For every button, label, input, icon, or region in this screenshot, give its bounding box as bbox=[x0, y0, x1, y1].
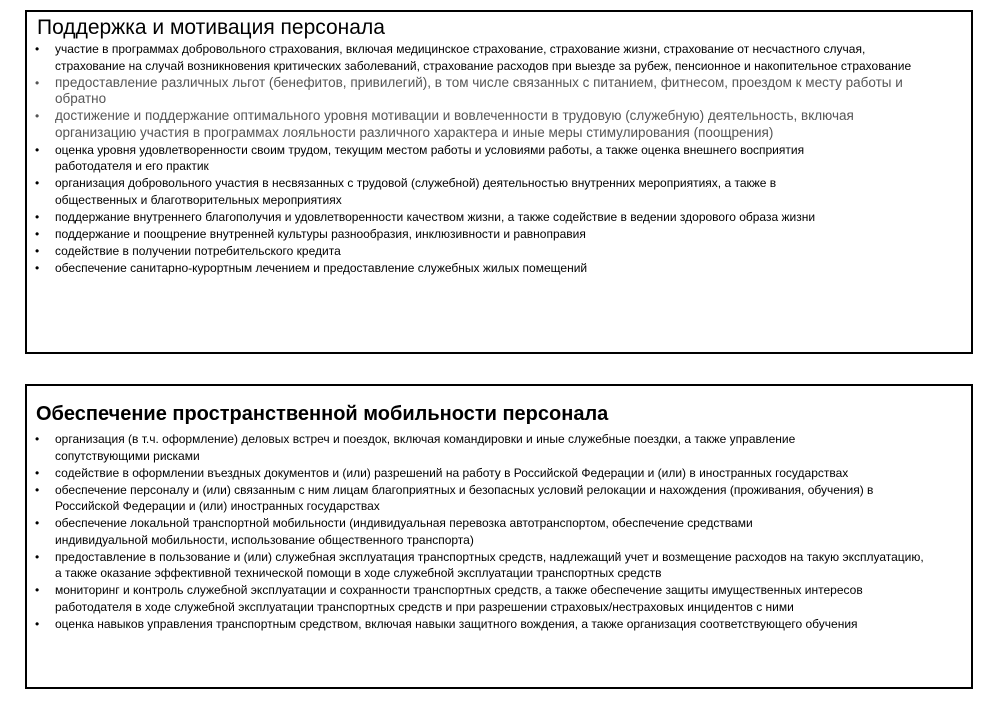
list-item bbox=[33, 75, 953, 108]
list-item bbox=[33, 243, 953, 260]
bullet-icon: • bbox=[35, 209, 40, 224]
bullet-icon: • bbox=[35, 260, 40, 275]
list-item-text: поддержание и поощрение внутренней культуры разнообразия, инклюзивности и равноправия bbox=[55, 226, 586, 241]
list-item bbox=[33, 108, 915, 141]
list-item bbox=[33, 582, 905, 615]
bullet-icon: • bbox=[35, 176, 40, 190]
list-item bbox=[33, 465, 953, 482]
section-title: Поддержка и мотивация персонала bbox=[37, 16, 385, 39]
list-item bbox=[33, 616, 885, 633]
list-item bbox=[33, 209, 953, 226]
bullet-icon: • bbox=[35, 109, 40, 123]
bullet-icon: • bbox=[35, 42, 40, 56]
list-item-text: достижение и поддержание оптимального уровня мотивации и вовлеченности в трудовую (служебную) деятельность, включая организацию участия в программах лояльности различного характера и иные меры стимулирования (поощрения) bbox=[55, 108, 854, 140]
list-item bbox=[33, 175, 855, 208]
list-item-text: организация добровольного участия в несвязанных с трудовой (служебной) деятельностью внутренних мероприятиях, а также в общественных и благотворительных мероприятиях bbox=[55, 176, 777, 207]
list-item bbox=[33, 142, 865, 175]
section-title: Обеспечение пространственной мобильности персонала bbox=[36, 403, 609, 425]
bullet-icon: • bbox=[35, 465, 40, 480]
list-item-text: оценка навыков управления транспортным средством, включая навыки защитного вождения, а также организация соответствующего обучения bbox=[55, 616, 858, 631]
list-item-text: обеспечение персоналу и (или) связанным с ним лицам благоприятных и безопасных условий релокации и нахождения (проживания, обучения) в Российской Федерации и (или) иностранных государствах bbox=[55, 482, 874, 513]
list-item-text: участие в программах добровольного страхования, включая медицинское страхование, страхование жизни, страхование от несчастного случая, страхование на случай возникновения критических заболеваний, страхование расходов при выезде за рубеж, пенсионное и накопительное страхование bbox=[55, 42, 912, 73]
section-personnel-mobility bbox=[25, 384, 973, 689]
list-item bbox=[33, 226, 953, 243]
list-item-text: организация (в т.ч. оформление) деловых встреч и поездок, включая командировки и иные служебные поездки, а также управление сопутствующими рисками bbox=[55, 432, 796, 463]
list-item bbox=[33, 482, 895, 515]
bullet-icon: • bbox=[35, 432, 40, 446]
list-item-text: предоставление в пользование и (или) служебная эксплуатация транспортных средств, надлежащий учет и возмещение расходов на такую эксплуатацию, а также оказание эффективной технической помощи в ходе служебной эксплуатации транспортных средств bbox=[55, 549, 924, 580]
list-item bbox=[33, 549, 925, 582]
list-item-text: оценка уровня удовлетворенности своим трудом, текущим местом работы и условиями работы, а также оценка внешнего восприятия работодателя и его практик bbox=[55, 142, 805, 173]
bullet-list bbox=[33, 41, 953, 277]
list-item bbox=[33, 431, 885, 464]
list-item-text: обеспечение санитарно-курортным лечением и предоставление служебных жилых помещений bbox=[55, 260, 588, 275]
list-item-text: содействие в оформлении въездных документов и (или) разрешений на работу в Российской Федерации и (или) в иностранных государствах bbox=[55, 465, 849, 480]
list-item-text: поддержание внутреннего благополучия и удовлетворенности качеством жизни, а также содействие в ведении здорового образа жизни bbox=[55, 209, 816, 224]
bullet-icon: • bbox=[35, 243, 40, 258]
bullet-icon: • bbox=[35, 142, 40, 157]
bullet-icon: • bbox=[35, 616, 40, 631]
list-item-text: обеспечение локальной транспортной мобильности (индивидуальная перевозка автотранспортом, обеспечение средствами индивидуальной мобильности, использование общественного транспорта) bbox=[55, 516, 753, 547]
list-item-text: предоставление различных льгот (бенефитов, привилегий), в том числе связанных с питанием, фитнесом, проездом к месту работы и обратно bbox=[55, 74, 903, 106]
list-item bbox=[33, 515, 845, 548]
list-item-text: содействие в получении потребительского кредита bbox=[55, 243, 341, 258]
list-item-text: мониторинг и контроль служебной эксплуатации и сохранности транспортных средств, а также обеспечение защиты имущественных интересов работодателя в ходе служебной эксплуатации транспортных средств и при разрешении страховых/нестраховых инцидентов с ними bbox=[55, 583, 863, 614]
bullet-icon: • bbox=[35, 549, 40, 564]
bullet-list bbox=[33, 431, 953, 633]
bullet-icon: • bbox=[35, 75, 40, 90]
list-item bbox=[33, 41, 917, 74]
bullet-icon: • bbox=[35, 583, 40, 597]
list-item bbox=[33, 260, 953, 277]
bullet-icon: • bbox=[35, 482, 40, 497]
section-personnel-support bbox=[25, 10, 973, 354]
bullet-icon: • bbox=[35, 516, 40, 530]
bullet-icon: • bbox=[35, 226, 40, 241]
